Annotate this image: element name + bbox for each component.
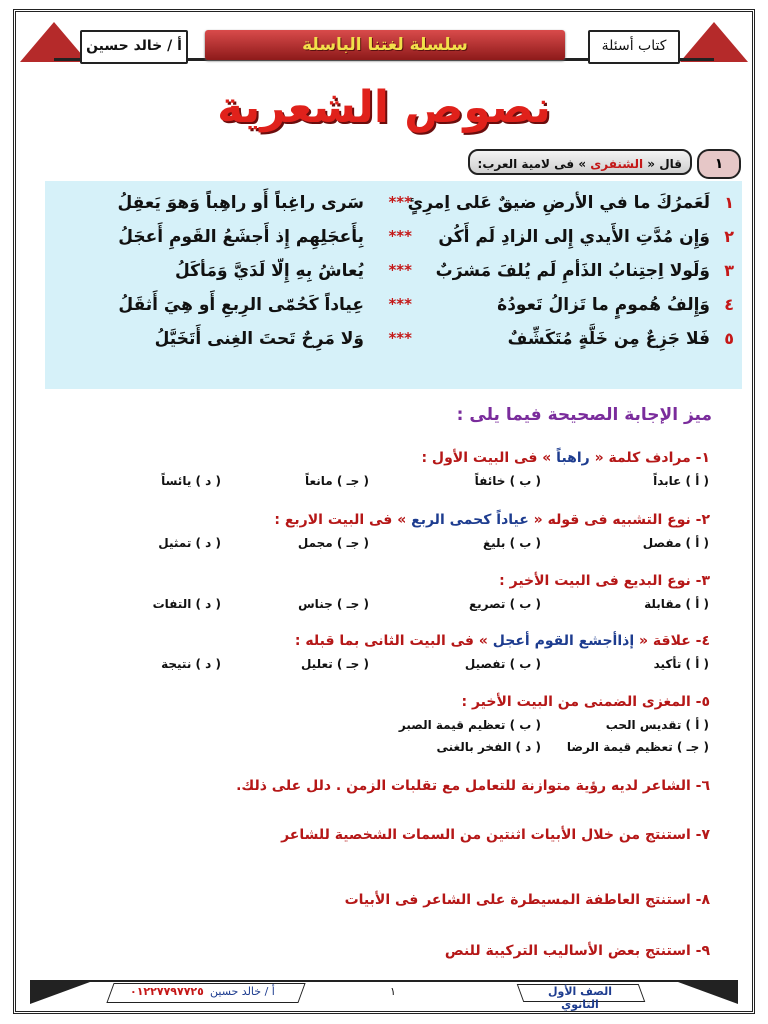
option-a[interactable]: ( أ ) تأكيد: [653, 657, 709, 671]
header-book-label: كتاب أسئلة: [588, 30, 680, 64]
q-post: » فى البيت الاربع :: [274, 512, 407, 528]
mcq-options: [45, 657, 709, 677]
q-word: عياداً كحمى الربع: [406, 512, 534, 528]
page-number: ١: [390, 985, 396, 998]
open-question: ٦- الشاعر لديه رؤية متوازنة للتعامل مع تقلبات الزمن . دلل على ذلك.: [236, 778, 710, 794]
verse-first-half: وَإِلفُ هُمومٍ ما تَزالُ تَعودُهُ: [497, 295, 710, 315]
option-c[interactable]: ( جـ ) مجمل: [297, 536, 369, 550]
mcq-question: ٥- المغزى الضمنى من البيت الأخير :: [461, 694, 710, 710]
question-intro: [468, 149, 692, 175]
verse-second-half: وَلا مَرِحٌ تَحتَ الغِنى أَتَخَيَّلُ: [154, 329, 364, 349]
option-b[interactable]: ( ب ) تصريع: [468, 597, 541, 611]
verse-first-half: فَلا جَزِعٌ مِن خَلَّةٍ مُتَكَشِّفٌ: [507, 329, 710, 349]
option-c[interactable]: ( جـ ) تعظيم قيمة الرضا: [566, 740, 709, 754]
instruction-heading: ميز الإجابة الصحيحة فيما يلى :: [456, 405, 712, 425]
verse-number: ٥: [724, 329, 734, 348]
verse-second-half: يُعاشُ بِهِ إِلّا لَدَيَّ وَمَأكَلُ: [175, 261, 364, 281]
verse-number: ٣: [724, 261, 734, 280]
verse-separator: ***: [388, 295, 412, 313]
option-d[interactable]: ( د ) التفات: [152, 597, 221, 611]
page-title: نصوص الشعرية: [217, 82, 551, 133]
mcq-question: [499, 573, 710, 589]
verse-line: [45, 325, 742, 355]
open-question: ٧- استنتج من خلال الأبيات اثنتين من السمات الشخصية للشاعر: [281, 827, 710, 843]
footer-triangle-left: [30, 982, 90, 1004]
footer-author: أ / خالد حسين: [210, 985, 275, 998]
verse-first-half: وَإِن مُدَّتِ الأَيدي إِلى الزادِ لَم أَكُن: [438, 227, 710, 247]
verse-line: [45, 291, 742, 321]
header-author: أ / خالد حسين: [80, 30, 188, 64]
verse-second-half: بِأَعجَلِهِم إِذ أَجشَعُ القَومِ أَعجَلُ: [118, 227, 364, 247]
verse-second-half: عِياداً كَحُمّى الرِبعِ أَو هِيَ أَثقَلُ: [118, 295, 364, 315]
verse-separator: ***: [388, 193, 412, 211]
mcq-question: [295, 633, 710, 649]
option-b[interactable]: ( ب ) تفصيل: [464, 657, 541, 671]
option-d[interactable]: ( د ) تمثيل: [158, 536, 221, 550]
option-a[interactable]: ( أ ) عابداً: [653, 474, 709, 488]
option-d[interactable]: ( د ) الفخر بالغنى: [436, 740, 541, 754]
verse-first-half: لَعَمرُكَ ما في الأرضِ ضيقٌ عَلى اِمرِئٍ: [407, 193, 710, 213]
option-b[interactable]: ( ب ) خائفاً: [474, 474, 541, 488]
verse-first-half: وَلَولا اِجتِنابُ الذَأمِ لَم يُلفَ مَشرَبٌ: [435, 261, 710, 281]
option-d[interactable]: ( د ) نتيجة: [161, 657, 221, 671]
verses-box: [45, 181, 742, 389]
q-word: راهباً: [551, 450, 595, 466]
mcq-question: [274, 512, 710, 528]
verse-second-half: سَرى راغِباً أَو راهِباً وَهوَ يَعقِلُ: [117, 193, 364, 213]
mcq-options: [45, 718, 709, 738]
verse-line: [45, 257, 742, 287]
mcq-options: [45, 740, 709, 760]
verse-line: [45, 189, 742, 219]
open-question: ٨- استنتج العاطفة المسيطرة على الشاعر فى الأبيات: [344, 892, 710, 908]
verse-separator: ***: [388, 261, 412, 279]
intro-before: قال «: [647, 157, 682, 171]
q-pre: ١- مرادف كلمة «: [594, 450, 710, 466]
footer-rule: [30, 980, 738, 982]
mcq-options: [45, 474, 709, 494]
q-word: إذاأجشع القوم أعجل: [487, 633, 639, 649]
open-question: ٩- استنتج بعض الأساليب التركيبة للنص: [444, 943, 710, 959]
option-a[interactable]: ( أ ) مقابلة: [644, 597, 709, 611]
option-a[interactable]: ( أ ) مفصل: [642, 536, 709, 550]
footer-phone: ٠١٢٢٧٧٩٧٧٢٥: [130, 985, 204, 998]
verse-number: ٢: [724, 227, 734, 246]
verse-number: ١: [724, 193, 734, 212]
verse-separator: ***: [388, 329, 412, 347]
intro-after: » فى لامية العرب:: [477, 157, 587, 171]
header-triangle-left: [20, 22, 88, 62]
option-b[interactable]: ( ب ) تعظيم قيمة الصبر: [398, 718, 541, 732]
q-pre: ٤- علاقة «: [639, 633, 710, 649]
option-b[interactable]: ( ب ) بليغ: [482, 536, 541, 550]
option-c[interactable]: ( جـ ) جناس: [298, 597, 369, 611]
verse-separator: ***: [388, 227, 412, 245]
verse-line: [45, 223, 742, 253]
poet-name: الشنفرى: [590, 157, 644, 171]
series-title: سلسلة لغتنا الباسلة: [302, 35, 468, 55]
option-c[interactable]: ( جـ ) مانعاً: [305, 474, 369, 488]
verse-number: ٤: [724, 295, 734, 314]
option-d[interactable]: ( د ) يائساً: [161, 474, 221, 488]
mcq-question: [421, 450, 710, 466]
option-a[interactable]: ( أ ) تقديس الحب: [605, 718, 709, 732]
mcq-options: [45, 597, 709, 617]
q-pre: ٣- نوع البديع فى البيت الأخير :: [499, 573, 710, 589]
q-post: » فى البيت الأول :: [421, 450, 552, 466]
option-c[interactable]: ( جـ ) تعليل: [300, 657, 369, 671]
footer-triangle-right: [678, 982, 738, 1004]
q-post: » فى البيت الثانى بما قبله :: [294, 633, 488, 649]
header-triangle-right: [680, 22, 748, 62]
question-number-badge: ١: [697, 149, 741, 179]
mcq-options: [45, 536, 709, 556]
footer-grade: الصف الأول الثانوي: [547, 985, 612, 1011]
q-pre: ٢- نوع التشبيه فى قوله «: [533, 512, 710, 528]
